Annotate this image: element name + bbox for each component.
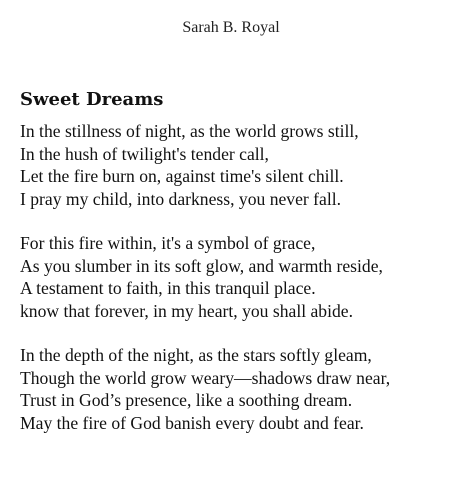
poem-line: For this fire within, it's a symbol of grace, (20, 233, 316, 253)
poem-line: Though the world grow weary—shadows draw near, (20, 367, 391, 388)
poem-line: Let the fire burn on, against time's silent chill. (20, 166, 344, 186)
poem-title: Sweet Dreams (20, 89, 164, 110)
poem-line: May the fire of God banish every doubt and fear. (20, 412, 364, 433)
author-name: Sarah B. Royal (182, 19, 280, 36)
poem-line: know that forever, in my heart, you shall abide. (20, 300, 353, 321)
stanza-3 (20, 344, 460, 434)
stanza-1 (20, 120, 460, 210)
poem-line: A testament to faith, in this tranquil place. (20, 278, 316, 298)
poem-line: Trust in God’s presence, like a soothing dream. (20, 390, 353, 410)
poem-line: In the stillness of night, as the world grows still, (20, 121, 359, 141)
poem-line: I pray my child, into darkness, you never fall. (20, 188, 342, 209)
poem-line: As you slumber in its soft glow, and warmth reside, (20, 255, 383, 276)
poem-line: In the depth of the night, as the stars softly gleam, (20, 345, 372, 365)
poem-line: In the hush of twilight's tender call, (20, 143, 269, 164)
stanza-2 (20, 232, 460, 322)
poem-body (20, 120, 460, 456)
